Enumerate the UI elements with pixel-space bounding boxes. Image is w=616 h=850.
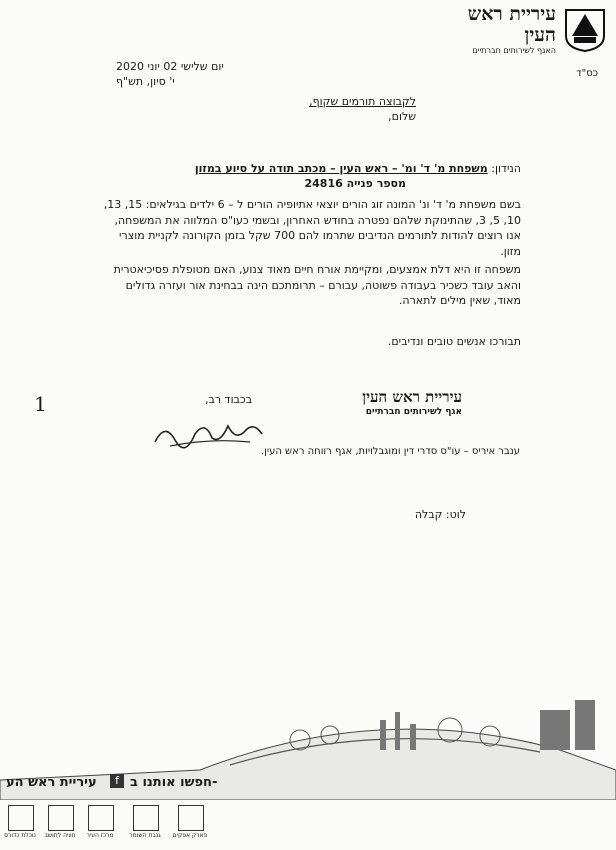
municipal-emblem-icon [562,6,608,52]
closing-regards: בכבוד רב, [205,393,253,406]
icon-5-label: פארק אפקים [172,832,208,839]
footer-icon-row [4,805,408,845]
icon-5-icon [178,805,204,831]
greeting: שלום, [388,110,416,123]
icon-1-icon [8,805,34,831]
subject-text: משפחת מ' ד' ומ' – ראש העין – מכתב תודה על סיוע במזון [194,162,488,175]
icon-1-label: נוכלת כדורס [4,832,36,839]
reference-code: כס"ד [576,68,598,79]
stamp-dept: אגף לשירותים חברתיים [365,407,462,417]
footer-social-text: חפשו אותנו ב- [130,775,218,790]
body-paragraph-1: בשם משפחת מ' ד' ונ' המונה זוג הורים יוצאי אתיופיה הורים ל – 6 ילדים בגילאים: 15, 13, 10, 5, 3, שהתינוקת שלהם נפטרה בחודש האחרון, ובשמי כעו"ס המלווה את המשפחה, אנו רוצים להודות לתורמים הנדיבים שתרמו להם 700 שקל בזמן הקורונה לקניית מוצרי מזון. [103,198,521,258]
signer-name: ענבר איריס – עו"ס סדרי דין ומוגבלויות, אגף רווחה ראש העין. [260,446,520,457]
subject-ref-number: מספר פנייה 24816 [304,177,406,190]
body-paragraph-2: משפחה זו היא דלת אמצעים, ומקיימת אורח חיים מאוד צנוע, האם מטופלת פסיכיאטרית והאב עובד כשכיר בעבודה פשוטה, עבורם – תרומתכם הינה בבחינת אור ועזרה גדולים מאוד, שאין מילים לתארה. [113,263,521,307]
icon-2-label: חוויה לתושב [44,832,76,839]
department-name: האגף לשירותים חברתיים [472,46,556,55]
icon-3-icon [88,805,114,831]
recipient: לקבוצה תורמים שקוף, [309,95,416,108]
icon-3-label: מרכז העיר [86,832,114,839]
signature-stamp [322,388,462,417]
handwritten-signature [150,412,270,452]
date-hebrew: י' סיון, תש"ף [116,75,175,88]
body-blessing: תבורכו אנשים טובים ונדיבים. [387,335,521,348]
subject-line [101,162,521,175]
icon-2-icon [48,805,74,831]
facebook-icon[interactable]: f [110,774,124,788]
footer-municipality: עיריית ראש הע [6,775,97,790]
enclosure-note: לוט: קבלה [414,508,466,521]
subject-label: הנידון: [491,162,521,175]
date-gregorian: יום שלישי 02 יוני 2020 [116,60,224,73]
icon-4-icon [133,805,159,831]
stamp-name: עיריית ראש העין [362,388,462,406]
municipality-name: עיריית ראש העין [467,3,556,46]
page-number: 1 [34,392,47,416]
icon-4-label: גנבת השומר [129,832,161,839]
